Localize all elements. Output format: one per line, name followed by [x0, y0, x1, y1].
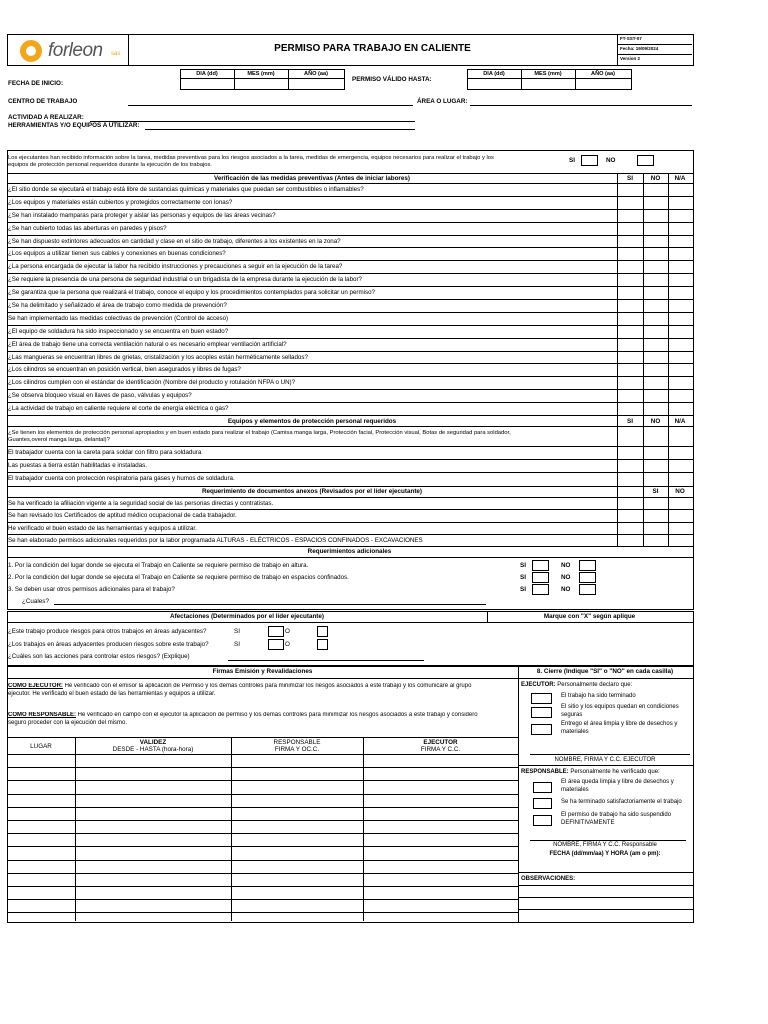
col-firma-cc: FIRMA Y OC.C.	[274, 746, 320, 753]
sec1-col-na: N/A	[674, 175, 686, 182]
doc-version: Version 2	[620, 56, 641, 61]
area-field[interactable]	[470, 105, 692, 106]
divider	[7, 196, 693, 197]
ejecutor-text-1: He verificado con el emisor la aplicación de Permiso y los demás controles para minimizar los riesgos asociados a este trabajo y los comunicaré al grupo	[62, 683, 472, 689]
sec3-row: He verificado el buen estado de las herramientas y equipos a utilizar.	[8, 524, 197, 532]
sec1-row: ¿Se requiere la presencia de una persona de seguridad industrial o un brigadista de la empresa durante la ejecución de la labor?	[8, 276, 362, 284]
sec4-si-checkbox-2[interactable]	[532, 572, 549, 583]
intro-no-checkbox[interactable]	[637, 155, 654, 166]
sec4-si-checkbox-3[interactable]	[532, 584, 549, 595]
sec5-si-checkbox-1[interactable]	[268, 626, 284, 637]
divider	[75, 737, 76, 921]
intro-si-checkbox[interactable]	[581, 155, 598, 166]
divider	[7, 557, 693, 558]
sec3-row: Se ha verificado la afiliación vigente a la seguridad social de las personas directas y contratistas.	[8, 500, 274, 507]
sec4-no-3: NO	[561, 586, 571, 593]
sec1-row: ¿Se han cubierto todas las aberturas en paredes y pisos?	[8, 224, 167, 232]
responsable-text	[8, 712, 518, 727]
sec5-q3-field[interactable]	[228, 660, 424, 661]
nombre-responsable: NOMBRE, FIRMA Y C.C. Responsable	[553, 842, 657, 848]
mes-label-2: MES (mm)	[534, 71, 562, 77]
divider	[7, 402, 693, 403]
logo-icon	[20, 40, 42, 62]
sec3-row: Se han elaborado permisos adicionales requeridos por la labor programada ALTURAS - ELÉCTRICOS - ESPACIOS CONFINADOS - EXCAVACIONES	[8, 536, 423, 544]
divider	[7, 846, 519, 847]
sec4-no-1: NO	[561, 562, 571, 569]
divider	[518, 885, 693, 886]
sec1-row: ¿Los cilindros se encuentran en posición vertical, bien asegurados y libres de fugas?	[8, 366, 241, 374]
responsable-signature-line[interactable]	[530, 840, 686, 841]
cierre-e2a: El sitio y los equipos quedan en condiciones	[561, 704, 679, 710]
page-title: PERMISO PARA TRABAJO EN CALIENTE	[274, 43, 471, 54]
divider	[7, 260, 693, 261]
divider	[7, 678, 693, 679]
nombre-ejecutor: NOMBRE, FIRMA Y C.C. EJECUTOR	[554, 757, 656, 763]
fecha-inicio-label: FECHA DE INICIO:	[8, 80, 64, 87]
permiso-valido-label: PERMISO VÁLIDO HASTA:	[352, 76, 432, 83]
fecha-hora-label: FECHA (dd/mm/aa) Y HORA (am o pm):	[549, 851, 661, 857]
responsable-text-2: seguro proceder con la ejecución del mismo.	[8, 719, 128, 726]
sec2-title: Equipos y elementos de protección personal requeridos	[227, 418, 397, 425]
cierre-responsable-line	[521, 769, 660, 775]
divider	[7, 235, 693, 236]
cierre-r2-checkbox[interactable]	[533, 798, 552, 809]
intro-text-2: equipos de protección personal requeridos durante la ejecución de los trabajos.	[8, 162, 212, 168]
observaciones-label: OBSERVACIONES:	[521, 876, 576, 882]
cierre-r2: Se ha terminado satisfactoriamente el trabajo	[561, 799, 682, 805]
centro-label: CENTRO DE TRABAJO	[8, 98, 78, 105]
sec1-row: ¿La actividad de trabajo en caliente requiere el corte de energía eléctrica o gas?	[8, 405, 229, 413]
cierre-e1-checkbox[interactable]	[531, 693, 552, 704]
divider	[7, 509, 693, 510]
divider	[7, 273, 693, 274]
cierre-r3b: DEFINITIVAMENTE	[561, 820, 615, 826]
divider	[7, 363, 693, 364]
sec5-si-1: SI	[234, 628, 240, 635]
sec2-row: El trabajador cuenta con la careta para soldar con filtro para soldadura	[8, 449, 202, 456]
cierre-ejecutor-text: Personalmente declaro que:	[555, 682, 633, 688]
sec2-col-na: N/A	[674, 418, 686, 425]
sec1-row: Se han implementado las medidas colectivas de prevención (Control de acceso)	[8, 314, 229, 322]
divider	[7, 767, 519, 768]
cierre-e1: El trabajo ha sido terminado	[561, 693, 636, 699]
sec1-row: ¿Se observa bloqueo visual en llaves de paso, válvulas y equipos?	[8, 392, 192, 400]
cierre-r3-checkbox[interactable]	[533, 815, 552, 826]
intro-no: NO	[606, 157, 616, 164]
firmas-title: Firmas Emisión y Revalidaciones	[212, 668, 313, 675]
centro-field[interactable]	[128, 105, 413, 106]
doc-code: FT-SST-07	[620, 36, 642, 41]
dia-label: DIA (dd)	[196, 71, 218, 77]
sec5-no-2: O	[285, 641, 290, 648]
cierre-e3b: materiales	[561, 729, 589, 735]
cierre-e2-checkbox[interactable]	[531, 707, 552, 718]
sec4-r2: 2. Por la condición del lugar donde se ejecuta el Trabajo en Caliente se requiere permiso de trabajo en espacios confinados.	[8, 574, 349, 581]
divider	[7, 459, 693, 460]
sec2-row: Las puestas a tierra están habilitadas e instaladas.	[8, 462, 147, 469]
divider	[7, 899, 519, 900]
divider	[7, 780, 519, 781]
ejecutor-text-2: ejecutor. He verificado el buen estado de las herramientas y equipos a utilizar.	[8, 690, 216, 697]
sec2-col-si: SI	[627, 418, 633, 425]
sec5-no-1: O	[285, 628, 290, 635]
doc-date: Fecha: 19/09/2024	[620, 46, 659, 51]
ejecutor-signature-line[interactable]	[530, 754, 690, 755]
dia-label-2: DIA (dd)	[483, 71, 505, 77]
area-label: ÁREA O LUGAR:	[417, 98, 468, 105]
divider	[518, 897, 693, 898]
sec1-row: ¿El equipo de soldadura ha sido inspeccionado y se encuentra en buen estado?	[8, 327, 229, 335]
actividad-label: ACTIVIDAD A REALIZAR:	[8, 114, 84, 121]
sec4-si-3: SI	[520, 586, 526, 593]
ejecutor-label: COMO EJECUTOR:	[8, 683, 63, 689]
logo-suffix: sas	[111, 51, 121, 57]
sec1-row: ¿La persona encargada de ejecutar la labor ha recibido instrucciones y precauciones a seguir en la ejecución de la tarea?	[8, 263, 343, 271]
sec3-col-si: SI	[652, 488, 659, 495]
divider	[363, 737, 364, 921]
divider	[7, 389, 693, 390]
sec2-row-1b: Guantes,overol manga larga, delantal)?	[8, 437, 110, 443]
divider	[7, 820, 519, 821]
divider	[7, 912, 519, 913]
divider	[617, 34, 618, 65]
divider	[7, 860, 519, 861]
divider	[518, 909, 693, 910]
sec4-si-2: SI	[520, 574, 526, 581]
col-desde: DESDE - HASTA (hora-hora)	[112, 746, 194, 753]
divider	[7, 222, 693, 223]
divider	[7, 286, 693, 287]
divider	[7, 446, 693, 447]
sec1-row: ¿El área de trabajo tiene una correcta ventilación natural o es necesario emplear ventilación artificial?	[8, 340, 287, 348]
divider	[467, 78, 631, 79]
cierre-title: 8. Cierre (Indique "SI" o "NO" en cada casilla)	[536, 668, 674, 675]
divider	[7, 873, 519, 874]
sec1-row: ¿Se han instalado mamparas para proteger y aislar las personas y equipos de las áreas vecinas?	[8, 211, 276, 219]
ejecutor-text	[8, 683, 518, 698]
col-firma-cc-2: FIRMA Y C.C.	[420, 746, 461, 753]
col-ejecutor: EJECUTOR	[423, 739, 458, 746]
sec4-no-checkbox-1[interactable]	[579, 560, 596, 571]
sec4-no-checkbox-2[interactable]	[579, 572, 596, 583]
divider	[518, 872, 693, 873]
cierre-responsable-label: RESPONSABLE:	[521, 769, 569, 775]
divider	[7, 312, 693, 313]
sec3-row: Se han revisado los Certificados de aptitud médico ocupacional de cada trabajador.	[8, 512, 237, 520]
divider	[7, 522, 693, 523]
sec1-col-si: SI	[627, 175, 633, 182]
sec4-si-checkbox-1[interactable]	[532, 560, 549, 571]
sec5-si-checkbox-2[interactable]	[268, 639, 284, 650]
divider	[617, 486, 618, 546]
cierre-r1-checkbox[interactable]	[533, 782, 552, 793]
sec1-row: ¿Se ha delimitado y señalizado el área de trabajo como medida de prevención?	[8, 302, 227, 309]
cierre-responsable-text: Personalmente he verificado que:	[568, 769, 660, 775]
col-responsable: RESPONSABLE	[273, 739, 321, 746]
divider	[7, 472, 693, 473]
sec1-row: ¿Los equipos y materiales están cubiertos y protegidos correctamente con lonas?	[8, 198, 233, 206]
sec1-row: ¿Se garantiza que la persona que realizará el trabajo, conoce el equipo y los procedimientos contemplados para solicitar un permiso?	[8, 289, 375, 297]
sec2-row: El trabajador cuenta con protección respiratoria para gases y humos de soldadura.	[8, 475, 235, 482]
sec2-row-1a: ¿Se tienen los elementos de protección personal apropiados y en buen estado para realizar el trabajo (Camisa manga larga, Protección facial, Protección visual, Botas de seguridad para soldador,	[8, 430, 511, 436]
divider	[7, 622, 693, 623]
sec4-cuales: ¿Cuales?	[22, 598, 49, 605]
sec1-row: ¿Se han dispuesto extintores adecuados en cantidad y clase en el sitio de trabajo, diferentes a los existentes en la zona?	[8, 237, 341, 245]
sec5-si-2: SI	[234, 641, 240, 648]
cierre-ejecutor-label: EJECUTOR:	[521, 682, 556, 688]
divider	[180, 78, 344, 79]
cierre-e3a: Entrego el área limpia y libre de desechos y	[561, 721, 678, 727]
sec1-title: Verificación de las medidas preventivas (Antes de iniciar labores)	[214, 175, 410, 182]
divider	[7, 794, 519, 795]
sec4-title: Requerimientos adicionales	[307, 548, 392, 555]
divider	[7, 737, 519, 738]
sec5-q2: ¿Los trabajos en áreas adyacentes producen riesgos sobre este trabajo?	[8, 641, 209, 648]
sec5-title: Afectaciones (Determinados por el líder ejecutante)	[170, 613, 324, 620]
divider	[7, 534, 693, 535]
sec4-si-1: SI	[520, 562, 526, 569]
responsable-text-1: He verificado en campo con el ejecutor la aplicación de permiso y los demás controles para minimizar los riesgos asociados a este trabajo y considero	[76, 712, 478, 718]
divider	[518, 765, 693, 766]
divider	[7, 183, 693, 184]
sec4-cuales-field[interactable]	[54, 604, 486, 605]
divider	[7, 754, 519, 755]
divider	[7, 426, 693, 427]
mes-label: MES (mm)	[247, 71, 275, 77]
sec4-r3: 3. Se deben usar otros permisos adicionales para el trabajo?	[8, 586, 175, 593]
herramientas-label: HERRAMIENTAS Y/O EQUIPOS A UTILIZAR:	[8, 122, 140, 129]
sec1-row: ¿Los equipos a utilizar tienen sus cables y conexiones en buenas condiciones?	[8, 250, 226, 258]
divider	[7, 209, 693, 210]
ano-label-2: AÑO (aa)	[591, 71, 615, 77]
divider	[7, 376, 693, 377]
divider	[7, 833, 519, 834]
sec5-q3: ¿Cuáles son las acciones para controlar estos riesgos? (Explique)	[8, 653, 190, 660]
ano-label: AÑO (aa)	[304, 71, 328, 77]
divider	[7, 338, 693, 339]
divider	[7, 351, 693, 352]
divider	[7, 886, 519, 887]
sec1-row: ¿Las mangueras se encuentran libres de grietas, cristalización y los acoples están herméticamente sellados?	[8, 353, 308, 361]
herramientas-field[interactable]	[145, 129, 415, 130]
cierre-r1b: materiales	[561, 787, 589, 793]
intro-si: SI	[569, 157, 575, 164]
intro-text-1: Los ejecutantes han recibido información sobre la tarea, medidas preventivas para los riesgos asociados a la tarea, medidas de emergencia, equipos necesarios para realizar el trabajo y los	[8, 155, 494, 161]
col-validez: VALIDEZ	[139, 739, 167, 746]
sec5-q1: ¿Este trabajo produce riesgos para otros trabajos en áreas adyacentes?	[8, 628, 207, 635]
divider	[7, 299, 693, 300]
divider	[7, 247, 693, 248]
sec5-marque: Marque con "X" según aplique	[543, 613, 636, 620]
sec1-row: ¿El sitio donde se ejecutará el trabajo está libre de sustancias químicas y materiales que puedan ser combustibles o inflamables?	[8, 186, 364, 193]
sec1-col-no: NO	[650, 175, 661, 182]
sec3-title: Requerimiento de documentos anexos (Revisados por el líder ejecutante)	[201, 488, 423, 495]
responsable-label: COMO RESPONSABLE:	[8, 712, 77, 718]
divider	[7, 497, 693, 498]
cierre-ejecutor-line	[521, 682, 632, 688]
cierre-r3a: El permiso de trabajo ha sido suspendido	[561, 812, 672, 818]
divider	[7, 807, 519, 808]
cierre-e2b: seguras	[561, 712, 583, 718]
sec1-row: ¿Los cilindros cumplen con el estándar de identificación (Nombre del producto y rotulación NFPA o UN)?	[8, 379, 296, 387]
sec2-col-no: NO	[650, 418, 661, 425]
sec5-no-checkbox-1[interactable]	[317, 626, 328, 637]
sec4-no-2: NO	[561, 574, 571, 581]
sec5-no-checkbox-2[interactable]	[317, 639, 328, 650]
col-lugar: LUGAR	[30, 743, 52, 750]
sec3-col-no: NO	[675, 488, 685, 495]
sec4-no-checkbox-3[interactable]	[579, 584, 596, 595]
divider	[231, 737, 232, 921]
cierre-e3-checkbox[interactable]	[531, 724, 552, 735]
divider	[7, 325, 693, 326]
logo-text: forleon	[48, 40, 103, 61]
cierre-r1a: El área queda limpia y libre de desechos y	[561, 779, 674, 785]
sec4-r1: 1. Por la condición del lugar donde se ejecuta el Trabajo en Caliente se requiere permiso de trabajo en altura.	[8, 562, 309, 569]
